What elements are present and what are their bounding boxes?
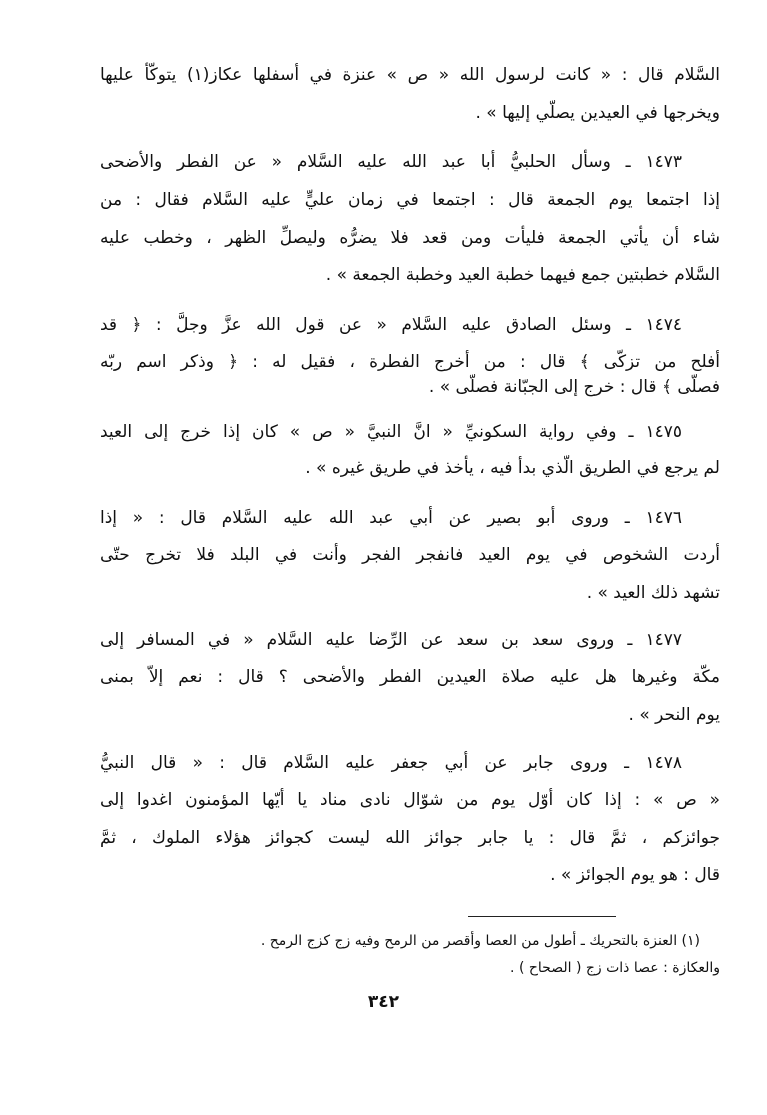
text-line: السَّلام خطبتين جمع فيهما خطبة العيد وخطبة الجمعة » .	[325, 265, 720, 285]
text-line: شاء أن يأتي الجمعة فليأت ومن قعد فلا يضرُّه وليصلِّ الظهر ، وخطب عليه	[100, 228, 720, 248]
text-line: قال : هو يوم الجوائز » .	[550, 865, 720, 885]
text-line: لم يرجع في الطريق الّذي بدأ فيه ، يأخذ في طريق غيره » .	[305, 458, 720, 478]
hadith-1474-start: ١٤٧٤ ـ وسئل الصادق عليه السَّلام « عن قول الله عزَّ وجلَّ : ﴿ قد	[100, 315, 682, 335]
text-line: أردت الشخوص في يوم العيد فانفجر الفجر وأنت في البلد فلا تخرج حتّى	[100, 545, 720, 565]
hadith-1476-start: ١٤٧٦ ـ وروى أبو بصير عن أبي عبد الله عليه السَّلام قال : « إذا	[100, 508, 682, 528]
text-line: السَّلام قال : « كانت لرسول الله « ص » عنزة في أسفلها عكاز(١) يتوكّأ عليها	[100, 65, 720, 85]
hadith-1478-start: ١٤٧٨ ـ وروى جابر عن أبي جعفر عليه السَّلام قال : « قال النبيُّ	[100, 753, 682, 773]
footnote-1: (١) العنزة بالتحريك ـ أطول من العصا وأقصر من الرمح وفيه زج كزج الرمح .	[260, 933, 700, 949]
text-line: جوائزكم ، ثمَّ قال : يا جابر جوائز الله ليست كجوائز هؤلاء الملوك ، ثمَّ	[100, 828, 720, 848]
text-line: أفلح من تزكّى ﴾ قال : من أخرج الفطرة ، فقيل له : ﴿ وذكر اسم ربّه	[100, 352, 720, 372]
text-line: إذا اجتمعا يوم الجمعة قال : اجتمعا في زمان عليٍّ عليه السَّلام فقال : من	[100, 190, 720, 210]
hadith-1475-start: ١٤٧٥ ـ وفي رواية السكونيِّ « انَّ النبيَّ « ص » كان إذا خرج إلى العيد	[100, 422, 682, 442]
text-line: « ص » : إذا كان أوّل يوم من شوّال نادى مناد يا أيّها المؤمنون اغدوا إلى	[100, 790, 720, 810]
footnote-1-continued: والعكازة : عصا ذات زج ( الصحاح ) .	[510, 960, 720, 976]
page-number: ٣٤٢	[367, 992, 400, 1012]
text-line: تشهد ذلك العيد » .	[586, 583, 720, 603]
text-line: مكّة وغيرها هل عليه صلاة العيدين الفطر والأضحى ؟ قال : نعم إلاّ بمنى	[100, 667, 720, 687]
text-line: يوم النحر » .	[628, 705, 720, 725]
hadith-1473-start: ١٤٧٣ ـ وسأل الحلبيُّ أبا عبد الله عليه السَّلام « عن الفطر والأضحى	[100, 152, 682, 172]
hadith-1477-start: ١٤٧٧ ـ وروى سعد بن سعد عن الرِّضا عليه السَّلام « في المسافر إلى	[100, 630, 682, 650]
text-line: ويخرجها في العيدين يصلّي إليها » .	[475, 103, 720, 123]
text-line: فصلّى ﴾ قال : خرج إلى الجبّانة فصلّى » .	[428, 377, 720, 397]
footnote-divider	[468, 916, 616, 917]
